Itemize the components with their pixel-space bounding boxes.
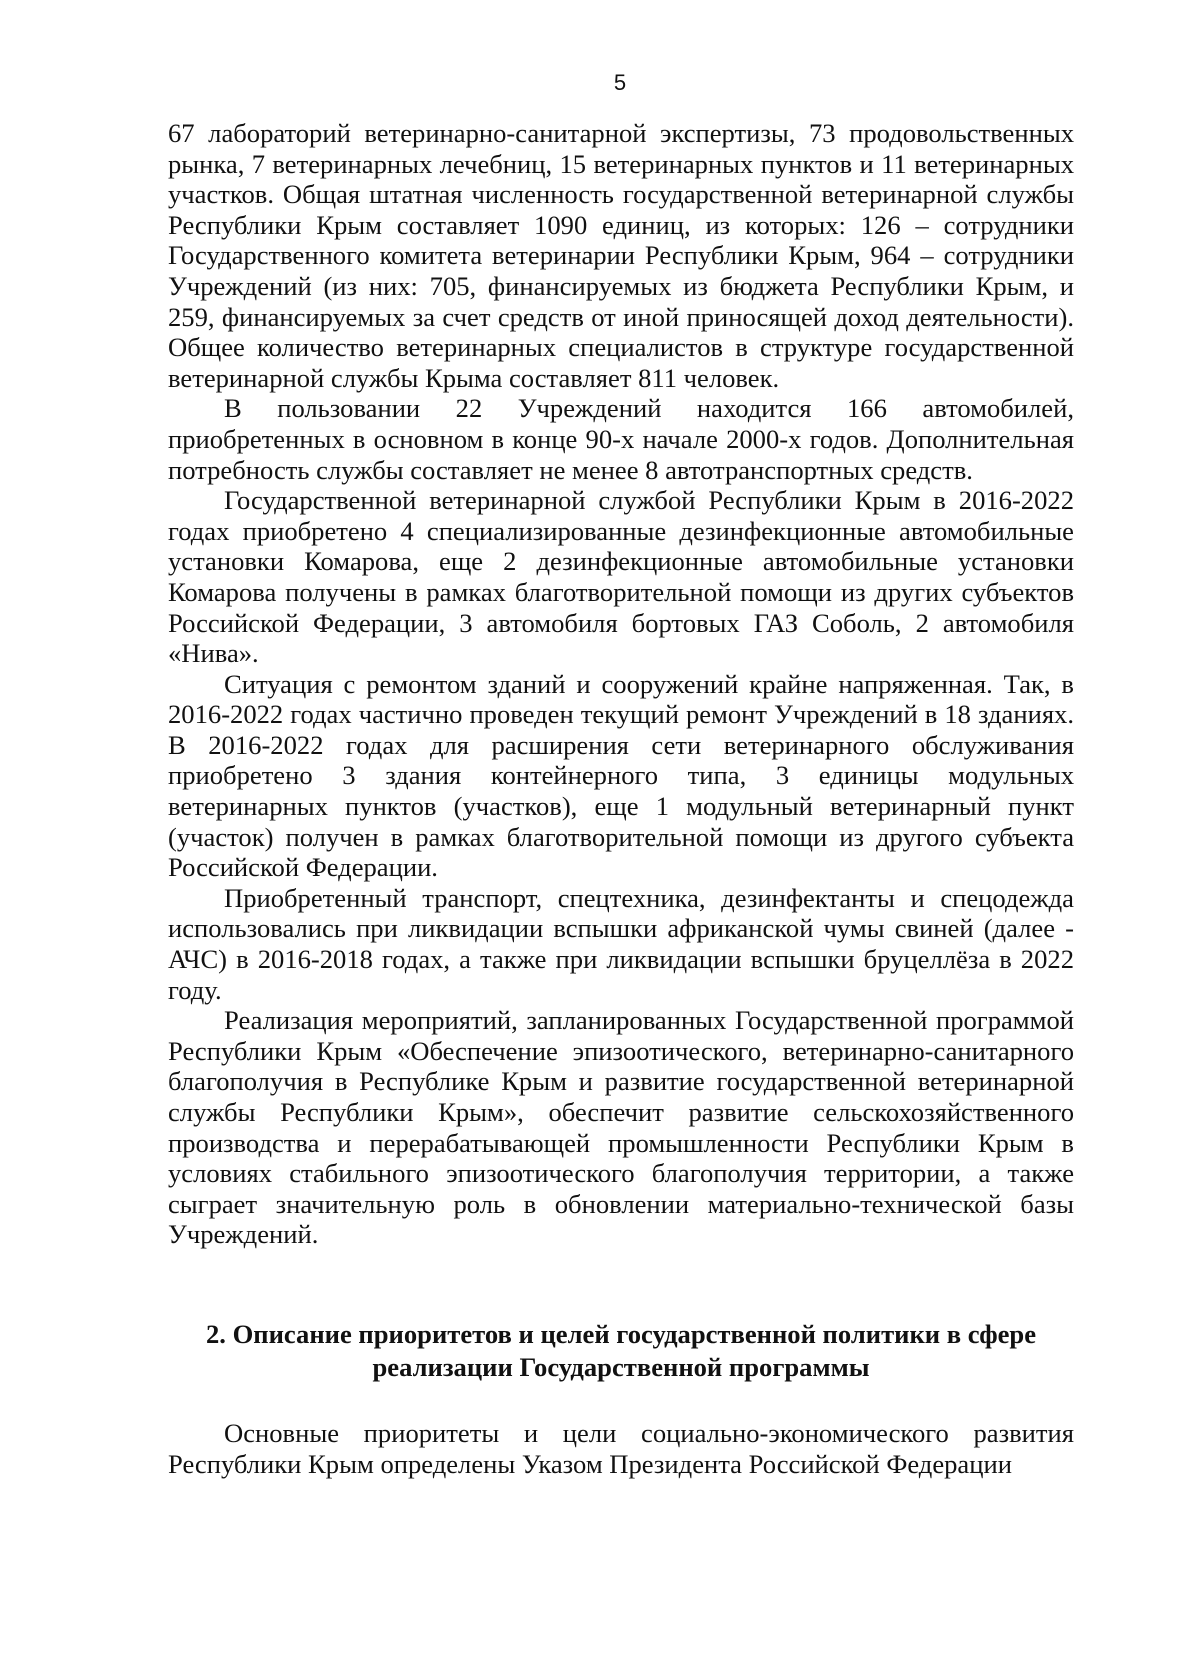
paragraph-staffing: 67 лабораторий ветеринарно-санитарной экспертизы, 73 продовольственных рынка, 7 ветеринарных лечебниц, 15 ветеринарных пунктов и 11 ветеринарных участков. Общая штатная численность государственной ветеринарной службы Республики Крым составляет 1090 единиц, из которых: 126 – сотрудники Государственного комитета ветеринарии Республики Крым, 964 – сотрудники Учреждений (из них: 705, финансируемых из бюджета Республики Крым, и 259, финансируемых за счет средств от иной приносящей доход деятельности). Общее количество ветеринарных специалистов в структуре государственной ветеринарной службы Крыма составляет 811 человек. (168, 118, 1074, 393)
paragraph-priorities: Основные приоритеты и цели социально-экономического развития Республики Крым определены Указом Президента Российской Федерации (168, 1418, 1074, 1479)
paragraph-program-impact: Реализация мероприятий, запланированных Государственной программой Республики Крым «Обеспечение эпизоотического, ветеринарно-санитарного благополучия в Республике Крым и развитие государственной ветеринарной службы Республики Крым», обеспечит развитие сельскохозяйственного производства и перерабатывающей промышленности Республики Крым в условиях стабильного эпизоотического благополучия территории, а также сыграет значительную роль в обновлении материально-технической базы Учреждений. (168, 1005, 1074, 1250)
paragraph-acquisitions: Государственной ветеринарной службой Республики Крым в 2016-2022 годах приобретено 4 специализированные дезинфекционные автомобильные установки Комарова, еще 2 дезинфекционные автомобильные установки Комарова получены в рамках благотворительной помощи из других субъектов Российской Федерации, 3 автомобиля бортовых ГАЗ Соболь, 2 автомобиля «Нива». (168, 485, 1074, 669)
body-text (168, 118, 1074, 1250)
section-heading: 2. Описание приоритетов и целей государственной политики в сфере реализации Государственной программы (205, 1319, 1037, 1382)
section-body (168, 1418, 1074, 1479)
paragraph-vehicles: В пользовании 22 Учреждений находится 166 автомобилей, приобретенных в основном в конце 90-х начале 2000-х годов. Дополнительная потребность службы составляет не менее 8 автотранспортных средств. (168, 393, 1074, 485)
paragraph-buildings: Ситуация с ремонтом зданий и сооружений крайне напряженная. Так, в 2016-2022 годах частично проведен текущий ремонт Учреждений в 18 зданиях. В 2016-2022 годах для расширения сети ветеринарного обслуживания приобретено 3 здания контейнерного типа, 3 единицы модульных ветеринарных пунктов (участков), еще 1 модульный ветеринарный пункт (участок) получен в рамках благотворительной помощи из другого субъекта Российской Федерации. (168, 668, 1074, 883)
page-number: 5 (613, 70, 627, 95)
paragraph-asf-response: Приобретенный транспорт, спецтехника, дезинфектанты и спецодежда использовались при ликвидации вспышки африканской чумы свиней (далее - АЧС) в 2016-2018 годах, а также при ликвидации вспышки бруцеллёза в 2022 году. (168, 882, 1074, 1005)
